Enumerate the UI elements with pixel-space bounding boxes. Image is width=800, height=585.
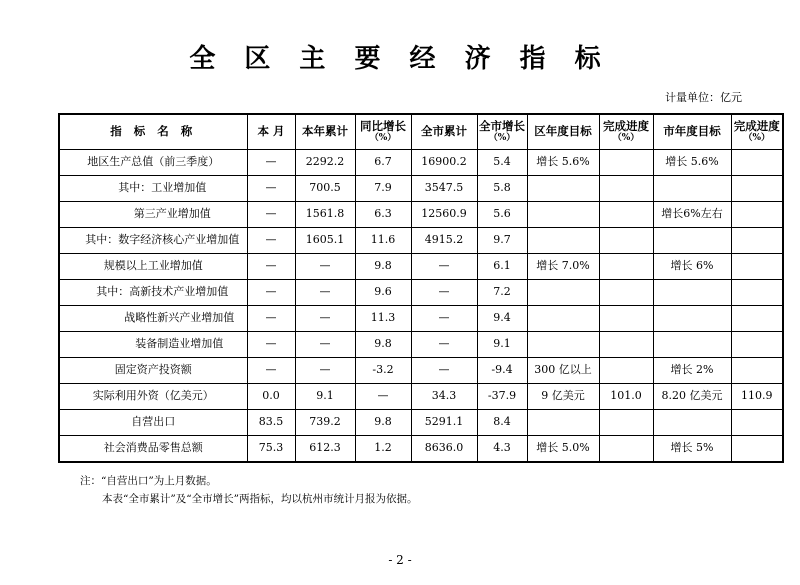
cell-current-month: —	[247, 202, 295, 228]
cell-yoy-growth: 11.3	[355, 306, 411, 332]
row-label: 其中：工业增加值	[59, 176, 247, 202]
cell-city-target: 增长 5.6%	[653, 150, 731, 176]
cell-yoy-growth: 9.8	[355, 332, 411, 358]
cell-district-progress	[599, 306, 653, 332]
column-header-district-progress	[599, 114, 653, 150]
cell-district-progress	[599, 176, 653, 202]
cell-district-target	[527, 176, 599, 202]
cell-city-target: 增长 6%	[653, 254, 731, 280]
cell-city-target	[653, 306, 731, 332]
cell-city-ytd: —	[411, 306, 477, 332]
table-row	[59, 176, 783, 202]
cell-ytd: 1605.1	[295, 228, 355, 254]
cell-city-ytd: 3547.5	[411, 176, 477, 202]
cell-city-ytd: 4915.2	[411, 228, 477, 254]
row-label: 实际利用外资（亿美元）	[59, 384, 247, 410]
cell-district-target: 9 亿美元	[527, 384, 599, 410]
column-header-indicator-name	[59, 114, 247, 150]
column-header-indicator-name-label: 指 标 名 称	[110, 124, 197, 139]
footnote-1: 注：“自营出口”为上月数据。	[80, 475, 217, 487]
cell-district-progress	[599, 150, 653, 176]
table-body	[59, 150, 783, 463]
cell-district-target	[527, 280, 599, 306]
cell-district-progress	[599, 254, 653, 280]
cell-district-progress	[599, 410, 653, 436]
cell-yoy-growth: 1.2	[355, 436, 411, 463]
row-label: 规模以上工业增加值	[59, 254, 247, 280]
cell-district-target	[527, 202, 599, 228]
cell-city-growth: 8.4	[477, 410, 527, 436]
cell-city-target	[653, 410, 731, 436]
table-row	[59, 436, 783, 463]
cell-city-ytd: 16900.2	[411, 150, 477, 176]
row-label: 战略性新兴产业增加值	[59, 306, 247, 332]
cell-current-month: —	[247, 228, 295, 254]
cell-city-target	[653, 228, 731, 254]
cell-city-progress	[731, 254, 783, 280]
cell-city-growth: 6.1	[477, 254, 527, 280]
column-header-yoy-growth-unit: （%）	[369, 133, 397, 144]
cell-district-target	[527, 228, 599, 254]
cell-ytd: —	[295, 358, 355, 384]
column-header-current-month-label: 本 月	[257, 124, 285, 139]
cell-district-target	[527, 332, 599, 358]
cell-yoy-growth: 7.9	[355, 176, 411, 202]
cell-city-progress	[731, 332, 783, 358]
row-label: 其中：数字经济核心产业增加值	[59, 228, 247, 254]
column-header-current-month	[247, 114, 295, 150]
cell-yoy-growth: 6.3	[355, 202, 411, 228]
cell-city-progress	[731, 436, 783, 463]
table-row	[59, 332, 783, 358]
cell-city-ytd: 12560.9	[411, 202, 477, 228]
document-page	[0, 38, 800, 585]
cell-city-growth: 9.1	[477, 332, 527, 358]
table-row	[59, 202, 783, 228]
column-header-city-progress-unit: （%）	[743, 133, 771, 144]
cell-ytd: 612.3	[295, 436, 355, 463]
column-header-district-progress-label: 完成进度	[603, 119, 649, 134]
cell-current-month: —	[247, 358, 295, 384]
cell-city-growth: 9.4	[477, 306, 527, 332]
cell-current-month: —	[247, 150, 295, 176]
cell-ytd: 700.5	[295, 176, 355, 202]
cell-city-growth: 9.7	[477, 228, 527, 254]
cell-city-growth: 5.6	[477, 202, 527, 228]
table-row	[59, 280, 783, 306]
cell-city-progress	[731, 150, 783, 176]
unit-note: 计量单位：亿元	[665, 91, 742, 104]
cell-district-target: 增长 5.0%	[527, 436, 599, 463]
cell-city-target: 增长 2%	[653, 358, 731, 384]
table-header-row	[59, 114, 783, 150]
cell-city-progress	[731, 306, 783, 332]
cell-district-progress	[599, 202, 653, 228]
row-label: 地区生产总值（前三季度）	[59, 150, 247, 176]
column-header-city-growth-label: 全市增长	[479, 119, 525, 134]
column-header-city-target-label: 市年度目标	[663, 124, 721, 139]
cell-city-ytd: —	[411, 358, 477, 384]
table-row	[59, 306, 783, 332]
row-label: 固定资产投资额	[59, 358, 247, 384]
column-header-city-progress-label: 完成进度	[733, 119, 780, 134]
cell-yoy-growth: 11.6	[355, 228, 411, 254]
indicators-table-wrapper	[58, 113, 780, 463]
cell-ytd: —	[295, 280, 355, 306]
cell-district-target: 300 亿以上	[527, 358, 599, 384]
cell-city-target	[653, 176, 731, 202]
column-header-ytd-label: 本年累计	[302, 124, 348, 139]
cell-yoy-growth: -3.2	[355, 358, 411, 384]
cell-city-ytd: —	[411, 254, 477, 280]
cell-city-growth: -9.4	[477, 358, 527, 384]
cell-city-growth: 5.8	[477, 176, 527, 202]
cell-city-progress	[731, 358, 783, 384]
row-label: 其中：高新技术产业增加值	[59, 280, 247, 306]
cell-district-progress	[599, 332, 653, 358]
cell-city-target: 增长6%左右	[653, 202, 731, 228]
cell-city-ytd: 34.3	[411, 384, 477, 410]
cell-ytd: 9.1	[295, 384, 355, 410]
cell-district-target	[527, 306, 599, 332]
cell-current-month: 0.0	[247, 384, 295, 410]
column-header-ytd	[295, 114, 355, 150]
column-header-city-ytd	[411, 114, 477, 150]
table-row	[59, 254, 783, 280]
table-row	[59, 228, 783, 254]
cell-city-target	[653, 332, 731, 358]
column-header-city-target	[653, 114, 731, 150]
row-label: 自营出口	[59, 410, 247, 436]
cell-city-ytd: —	[411, 280, 477, 306]
cell-district-target	[527, 410, 599, 436]
cell-yoy-growth: 9.6	[355, 280, 411, 306]
cell-district-progress	[599, 228, 653, 254]
cell-city-growth: 7.2	[477, 280, 527, 306]
page-number: - 2 -	[388, 553, 412, 567]
cell-yoy-growth: —	[355, 384, 411, 410]
cell-city-progress	[731, 176, 783, 202]
column-header-district-progress-unit: （%）	[612, 133, 640, 144]
cell-city-ytd: —	[411, 332, 477, 358]
row-label: 第三产业增加值	[59, 202, 247, 228]
column-header-city-growth	[477, 114, 527, 150]
table-row	[59, 358, 783, 384]
cell-district-progress	[599, 358, 653, 384]
table-row	[59, 150, 783, 176]
cell-current-month: —	[247, 332, 295, 358]
column-header-city-progress	[731, 114, 783, 150]
cell-ytd: —	[295, 332, 355, 358]
indicators-table	[58, 113, 784, 463]
cell-ytd: —	[295, 306, 355, 332]
cell-ytd: —	[295, 254, 355, 280]
cell-city-target: 增长 5%	[653, 436, 731, 463]
cell-current-month: —	[247, 306, 295, 332]
cell-current-month: —	[247, 176, 295, 202]
cell-city-progress	[731, 410, 783, 436]
cell-district-target: 增长 5.6%	[527, 150, 599, 176]
footnote-2: 本表“全市累计”及“全市增长”两指标，均以杭州市统计月报为依据。	[102, 492, 418, 505]
column-header-yoy-growth-label: 同比增长	[360, 119, 406, 134]
column-header-district-target	[527, 114, 599, 150]
cell-current-month: —	[247, 254, 295, 280]
footnotes	[58, 473, 742, 509]
cell-city-progress	[731, 280, 783, 306]
cell-city-growth: 5.4	[477, 150, 527, 176]
column-header-city-growth-unit: （%）	[488, 133, 516, 144]
cell-yoy-growth: 9.8	[355, 254, 411, 280]
cell-city-ytd: 8636.0	[411, 436, 477, 463]
column-header-district-target-label: 区年度目标	[534, 124, 592, 139]
cell-city-target: 8.20 亿美元	[653, 384, 731, 410]
cell-city-growth: 4.3	[477, 436, 527, 463]
cell-yoy-growth: 6.7	[355, 150, 411, 176]
cell-district-target: 增长 7.0%	[527, 254, 599, 280]
column-header-yoy-growth	[355, 114, 411, 150]
cell-city-target	[653, 280, 731, 306]
column-header-city-ytd-label: 全市累计	[421, 124, 467, 139]
cell-yoy-growth: 9.8	[355, 410, 411, 436]
cell-city-progress: 110.9	[731, 384, 783, 410]
cell-ytd: 2292.2	[295, 150, 355, 176]
cell-district-progress	[599, 280, 653, 306]
cell-ytd: 1561.8	[295, 202, 355, 228]
cell-city-growth: -37.9	[477, 384, 527, 410]
row-label: 社会消费品零售总额	[59, 436, 247, 463]
cell-district-progress	[599, 436, 653, 463]
cell-city-progress	[731, 228, 783, 254]
cell-city-ytd: 5291.1	[411, 410, 477, 436]
table-row	[59, 410, 783, 436]
page-title: 全 区 主 要 经 济 指 标	[189, 44, 611, 74]
cell-current-month: 83.5	[247, 410, 295, 436]
cell-ytd: 739.2	[295, 410, 355, 436]
row-label: 装备制造业增加值	[59, 332, 247, 358]
cell-district-progress: 101.0	[599, 384, 653, 410]
cell-city-progress	[731, 202, 783, 228]
table-row	[59, 384, 783, 410]
cell-current-month: —	[247, 280, 295, 306]
cell-current-month: 75.3	[247, 436, 295, 463]
